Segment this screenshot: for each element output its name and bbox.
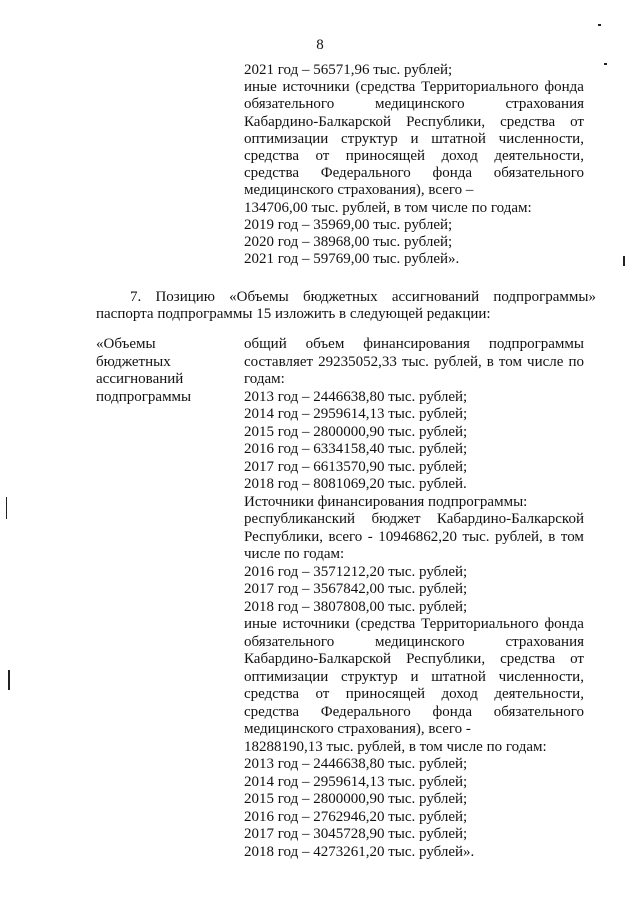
block3-line: Республики, всего - 10946862,20 тыс. рублей, в том	[244, 528, 584, 545]
page-number: 8	[316, 37, 324, 53]
block3-line: 18288190,13 тыс. рублей, в том числе по годам:	[244, 738, 547, 755]
block1-line: средства от приносящей доход деятельности,	[244, 147, 584, 164]
block3-line: 2016 год – 2762946,20 тыс. рублей;	[244, 808, 468, 825]
block3-line: 2018 год – 4273261,20 тыс. рублей».	[244, 843, 475, 860]
block3-line: 2014 год – 2959614,13 тыс. рублей;	[244, 406, 468, 422]
block3-line: общий объем финансирования подпрограммы	[244, 336, 584, 352]
block3-line: республиканский бюджет Кабардино-Балкарской	[244, 511, 584, 527]
block1-line: иные источники (средства Территориального фонда	[244, 79, 584, 96]
block1-line: 2020 год – 38968,00 тыс. рублей;	[244, 233, 453, 250]
block1-line: оптимизации структур и штатной численности,	[244, 130, 584, 147]
scan-mark	[623, 256, 625, 266]
block3-line: оптимизации структур и штатной численности,	[244, 668, 584, 685]
position-label	[96, 336, 236, 406]
block3-line: Кабардино-Балкарской Республики, средства от	[244, 651, 584, 667]
label-line: бюджетных	[96, 353, 171, 370]
paragraph-7-line-1: 7. Позицию «Объемы бюджетных ассигнований подпрограммы»	[130, 289, 596, 305]
block3-line: обязательного медицинского страхования	[244, 633, 584, 650]
block3-line: 2013 год – 2446638,80 тыс. рублей;	[244, 756, 468, 772]
block3-line: 2017 год – 6613570,90 тыс. рублей;	[244, 458, 468, 475]
block1-line: 134706,00 тыс. рублей, в том числе по годам:	[244, 199, 532, 216]
label-line: «Объемы	[96, 336, 156, 352]
block3-line: годам:	[244, 371, 285, 387]
block1-line: 2019 год – 35969,00 тыс. рублей;	[244, 216, 453, 233]
block3-line: 2017 год – 3567842,00 тыс. рублей;	[244, 581, 468, 597]
block3-line: 2015 год – 2800000,90 тыс. рублей;	[244, 423, 468, 440]
scan-mark	[604, 63, 607, 65]
block1-line: обязательного медицинского страхования	[244, 96, 584, 113]
paragraph-7	[96, 289, 596, 323]
block1-line: медицинского страхования), всего –	[244, 182, 474, 199]
block3-line: 2017 год – 3045728,90 тыс. рублей;	[244, 826, 468, 842]
label-line: ассигнований	[96, 371, 184, 387]
block3-line: иные источники (средства Территориального фонда	[244, 616, 584, 632]
block3-line: средства от приносящей доход деятельности,	[244, 686, 584, 702]
block1-line: 2021 год – 59769,00 тыс. рублей».	[244, 251, 460, 268]
block1-line: средства Федерального фонда обязательного	[244, 165, 584, 182]
block3-line: медицинского страхования), всего -	[244, 721, 471, 737]
block1-line: Кабардино-Балкарской Республики, средства от	[244, 113, 584, 130]
block1-line: 2021 год – 56571,96 тыс. рублей;	[244, 62, 453, 78]
scan-mark	[598, 24, 601, 26]
block3-line: 2013 год – 2446638,80 тыс. рублей;	[244, 388, 468, 405]
funding-block-subprogram-15	[244, 336, 588, 861]
block3-line: средства Федерального фонда обязательного	[244, 703, 584, 720]
block3-line: 2015 год – 2800000,90 тыс. рублей;	[244, 791, 468, 807]
block3-line: 2018 год – 8081069,20 тыс. рублей.	[244, 476, 467, 492]
label-line: подпрограммы	[96, 388, 192, 405]
block3-line: числе по годам:	[244, 546, 345, 562]
paragraph-7-line-2: паспорта подпрограммы 15 изложить в следующей редакции:	[96, 306, 491, 322]
block3-line: 2016 год – 6334158,40 тыс. рублей;	[244, 441, 468, 457]
block3-line: 2016 год – 3571212,20 тыс. рублей;	[244, 563, 468, 580]
funding-block-previous	[244, 62, 588, 268]
block3-line: составляет 29235052,33 тыс. рублей, в том числе по	[244, 353, 584, 370]
scan-mark	[8, 670, 10, 690]
block3-line: 2018 год – 3807808,00 тыс. рублей;	[244, 598, 468, 615]
scan-mark	[6, 497, 7, 519]
block3-line: Источники финансирования подпрограммы:	[244, 493, 528, 510]
block3-line: 2014 год – 2959614,13 тыс. рублей;	[244, 773, 468, 790]
